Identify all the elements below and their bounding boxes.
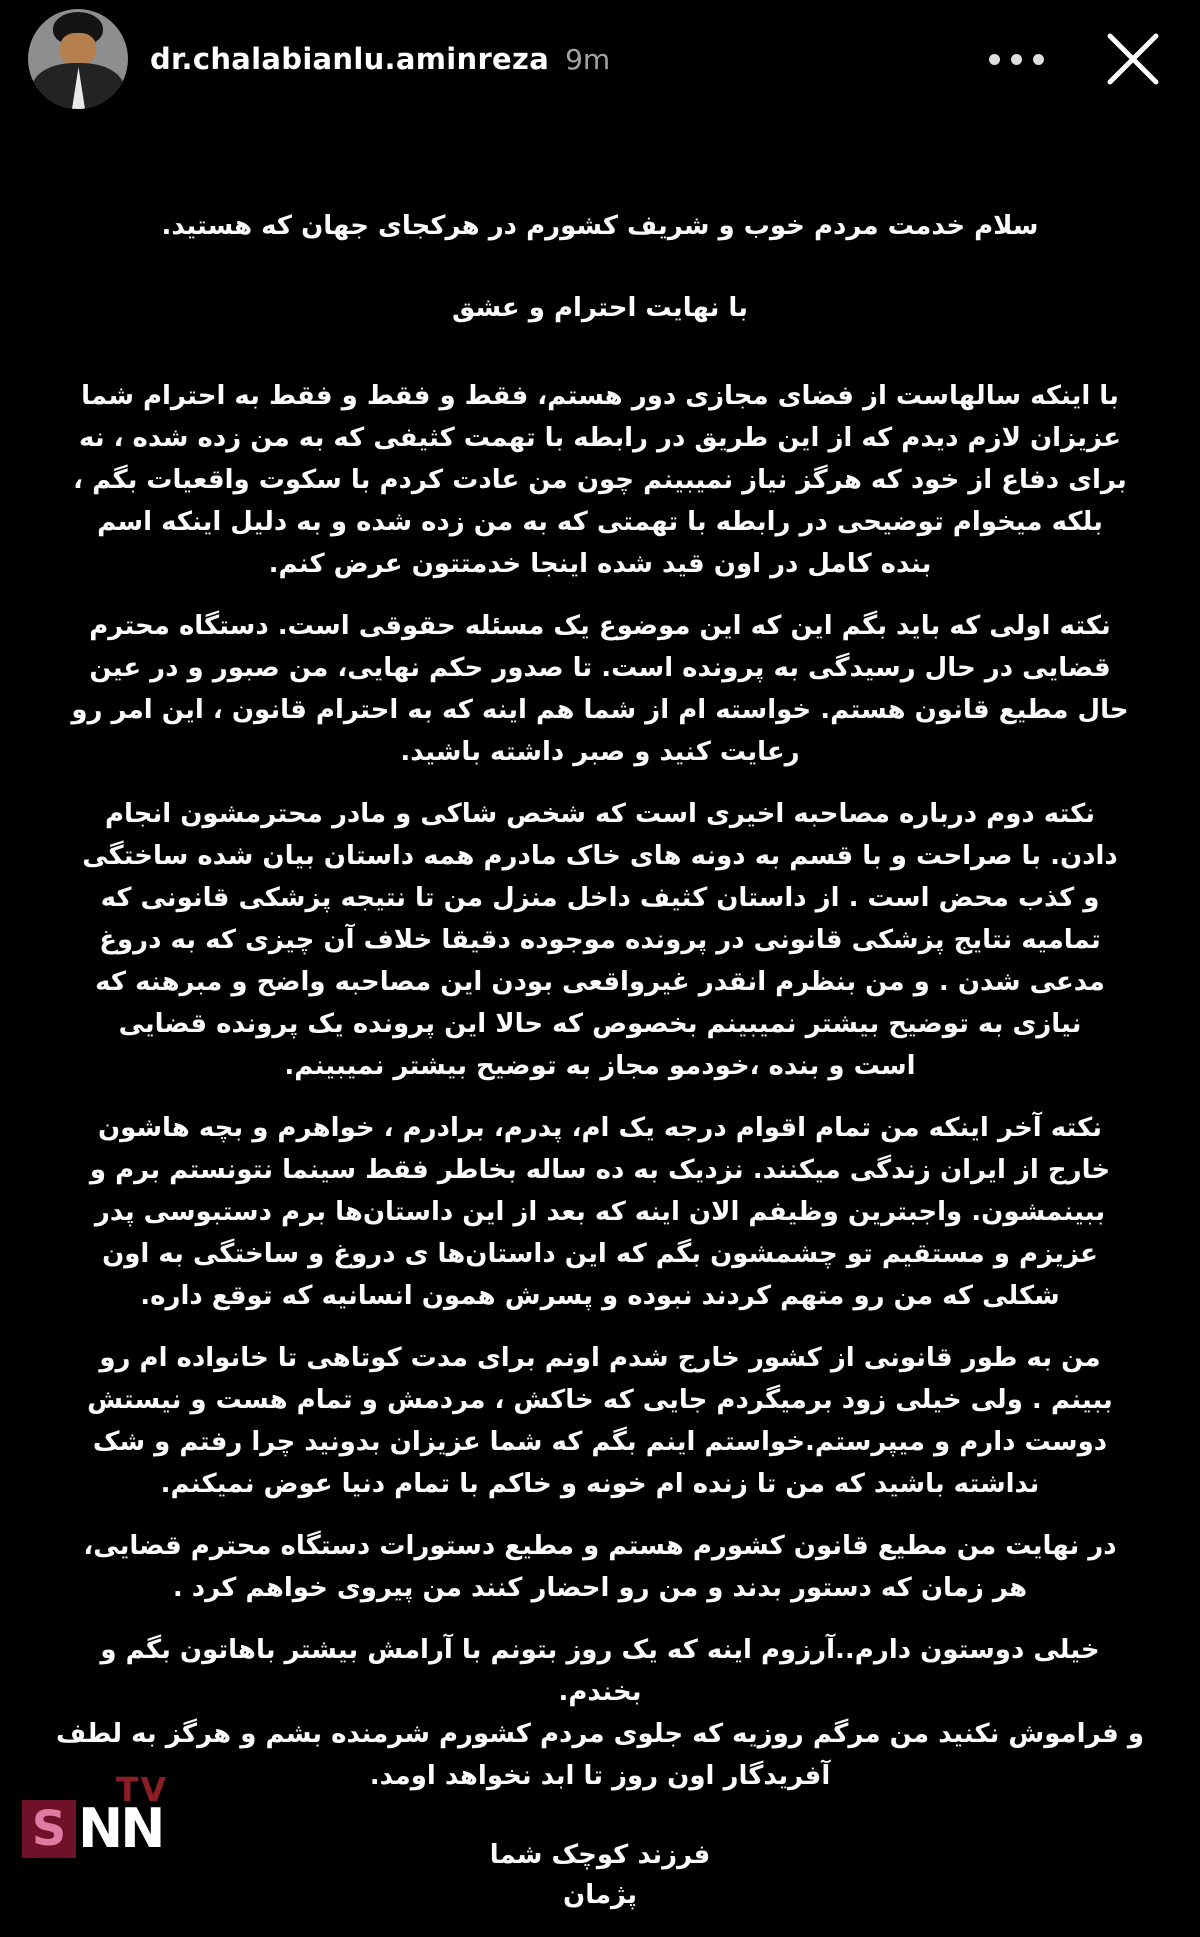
story-timestamp: 9m <box>565 42 611 76</box>
story-line: نکته اولی که باید بگم این که این موضوع یک مسئله حقوقی است. دستگاه محترم <box>89 611 1111 641</box>
story-line: قضایی در حال رسیدگی به پرونده است. تا صدور حکم نهایی، من صبور و در عین <box>89 653 1111 683</box>
para-departure <box>40 1337 1160 1505</box>
para-greeting <box>40 205 1160 247</box>
username[interactable]: dr.chalabianlu.aminreza <box>150 42 550 76</box>
para-point-one <box>40 605 1160 773</box>
story-line: رعایت کنید و صبر داشته باشید. <box>400 737 800 767</box>
story-line: پژمان <box>563 1880 637 1910</box>
story-line: فرزند کوچک شما <box>489 1840 711 1870</box>
story-line: آفریدگار اون روز تا ابد نخواهد اومد. <box>369 1761 831 1791</box>
para-point-two <box>40 793 1160 1087</box>
story-line: در نهایت من مطیع قانون کشورم هستم و مطیع دستورات دستگاه محترم قضایی، <box>83 1531 1117 1561</box>
story-line: بلکه میخوام توضیحی در رابطه با تهمتی که به من زده شده و به دلیل اینکه اسم <box>97 507 1103 537</box>
story-line: و کذب محض است . از داستان کثیف داخل منزل من تا نتیجه پزشکی قانونی که <box>100 883 1100 913</box>
avatar-face <box>60 33 96 65</box>
story-line: مدعی شدن . و من بنظرم انقدر غیرواقعی بودن این مصاحبه واضح و مبرهنه که <box>95 967 1105 997</box>
story-text <box>40 205 1160 1915</box>
snn-s-label: S <box>22 1800 76 1858</box>
story-line: هر زمان که دستور بدند و من رو احضار کنند من پیروی خواهم کرد . <box>172 1573 1028 1603</box>
para-law <box>40 1525 1160 1609</box>
story-line: نیازی به توضیح بیشتر نمیبینم بخصوص که حالا این پرونده یک پرونده قضایی <box>118 1009 1082 1039</box>
story-line: نکته دوم درباره مصاحبه اخیری است که شخص شاکی و مادر محترمشون انجام <box>104 799 1096 829</box>
x-close-icon <box>1100 26 1166 92</box>
story-line: نکته آخر اینکه من تمام اقوام درجه یک ام، پدرم، برادرم ، خواهرم و بچه هاشون <box>97 1113 1103 1143</box>
para-respect <box>40 287 1160 329</box>
story-line: خیلی دوستون دارم..آرزوم اینه که یک روز بتونم با آرامش بیشتر باهاتون بگم و <box>100 1635 1100 1665</box>
para-final <box>40 1713 1160 1797</box>
story-line: با نهایت احترام و عشق <box>452 293 748 323</box>
story-line: تمامیه نتایج پزشکی قانونی در پرونده موجوده دقیقا خلاف آن چیزی که به دروغ <box>99 925 1101 955</box>
story-line: برای دفاع از خود که هرگز نیاز نمیبینم چون من عادت کردم با سکوت واقعیات بگم ، <box>73 465 1127 495</box>
three-dots-icon <box>989 54 1000 65</box>
story-header <box>0 0 1200 118</box>
story-line: من به طور قانونی از کشور خارج شدم اونم برای مدت کوتاهی تا خانواده ام رو <box>99 1343 1101 1373</box>
story-line: با اینکه سالهاست از فضای مجازی دور هستم، فقط و فقط و فقط به احترام شما <box>81 381 1119 411</box>
story-line: خارج از ایران زندگی میکنند. نزدیک به ده ساله بخاطر فقط سینما نتونستم برم و <box>89 1155 1111 1185</box>
three-dots-icon <box>1011 54 1022 65</box>
avatar[interactable] <box>28 9 128 109</box>
para-intro <box>40 375 1160 585</box>
para-point-last <box>40 1107 1160 1317</box>
story-line: حال مطیع قانون هستم. خواسته ام از شما هم اینه که به احترام قانون ، این امر رو <box>71 695 1129 725</box>
story-line: است و بنده ،خودمو مجاز به توضیح بیشتر نمیبینم. <box>284 1051 916 1081</box>
story-line: ببینم . ولی خیلی زود برمیگردم جایی که خاکش ، مردمش و تمام هست و نیستش <box>87 1385 1113 1415</box>
story-line: نداشته باشید که من تا زنده ام خونه و خاکم با تمام دنیا عوض نمیکنم. <box>160 1469 1040 1499</box>
signature <box>40 1835 1160 1915</box>
three-dots-icon <box>1033 54 1044 65</box>
story-line: عزیزم و مستقیم تو چشمشون بگم که این داستان‌ها ی دروغ و ساختگی به اون <box>102 1239 1098 1269</box>
story-line: دوست دارم و میپرستم.خواستم اینم بگم که شما عزیزان بدونید چرا رفتم و شک <box>92 1427 1108 1457</box>
close-button[interactable] <box>1100 26 1166 92</box>
story-line: بنده کامل در اون قید شده اینجا خدمتتون عرض کنم. <box>268 549 932 579</box>
story-line: دادن. با صراحت و با قسم به دونه های خاک مادرم همه داستان بیان شده ساختگی <box>82 841 1118 871</box>
snn-tv-label: TV <box>116 1770 169 1809</box>
story-line: شکلی که من رو متهم کردند نبوده و پسرش همون انسانیه که توقع داره. <box>140 1281 1060 1311</box>
story-line: ببینمشون. واجبترین وظیفم الان اینه که بعد از این داستان‌ها برم دستبوسی پدر <box>94 1197 1106 1227</box>
story-line: سلام خدمت مردم خوب و شریف کشورم در هرکجای جهان که هستید. <box>161 211 1039 241</box>
story-line: بخندم. <box>558 1677 642 1707</box>
snn-nn-label: NN <box>78 1797 163 1860</box>
snn-tv-logo <box>22 1770 192 1866</box>
story-line: عزیزان لازم دیدم که از این طریق در رابطه با تهمت کثیفی که به من زده شده ، نه <box>79 423 1121 453</box>
snn-logo-row <box>22 1797 163 1860</box>
more-options-button[interactable] <box>979 44 1054 75</box>
story-line: و فراموش نکنید من مرگم روزیه که جلوی مردم کشورم شرمنده بشم و هرگز به لطف <box>56 1719 1144 1749</box>
para-love <box>40 1629 1160 1713</box>
